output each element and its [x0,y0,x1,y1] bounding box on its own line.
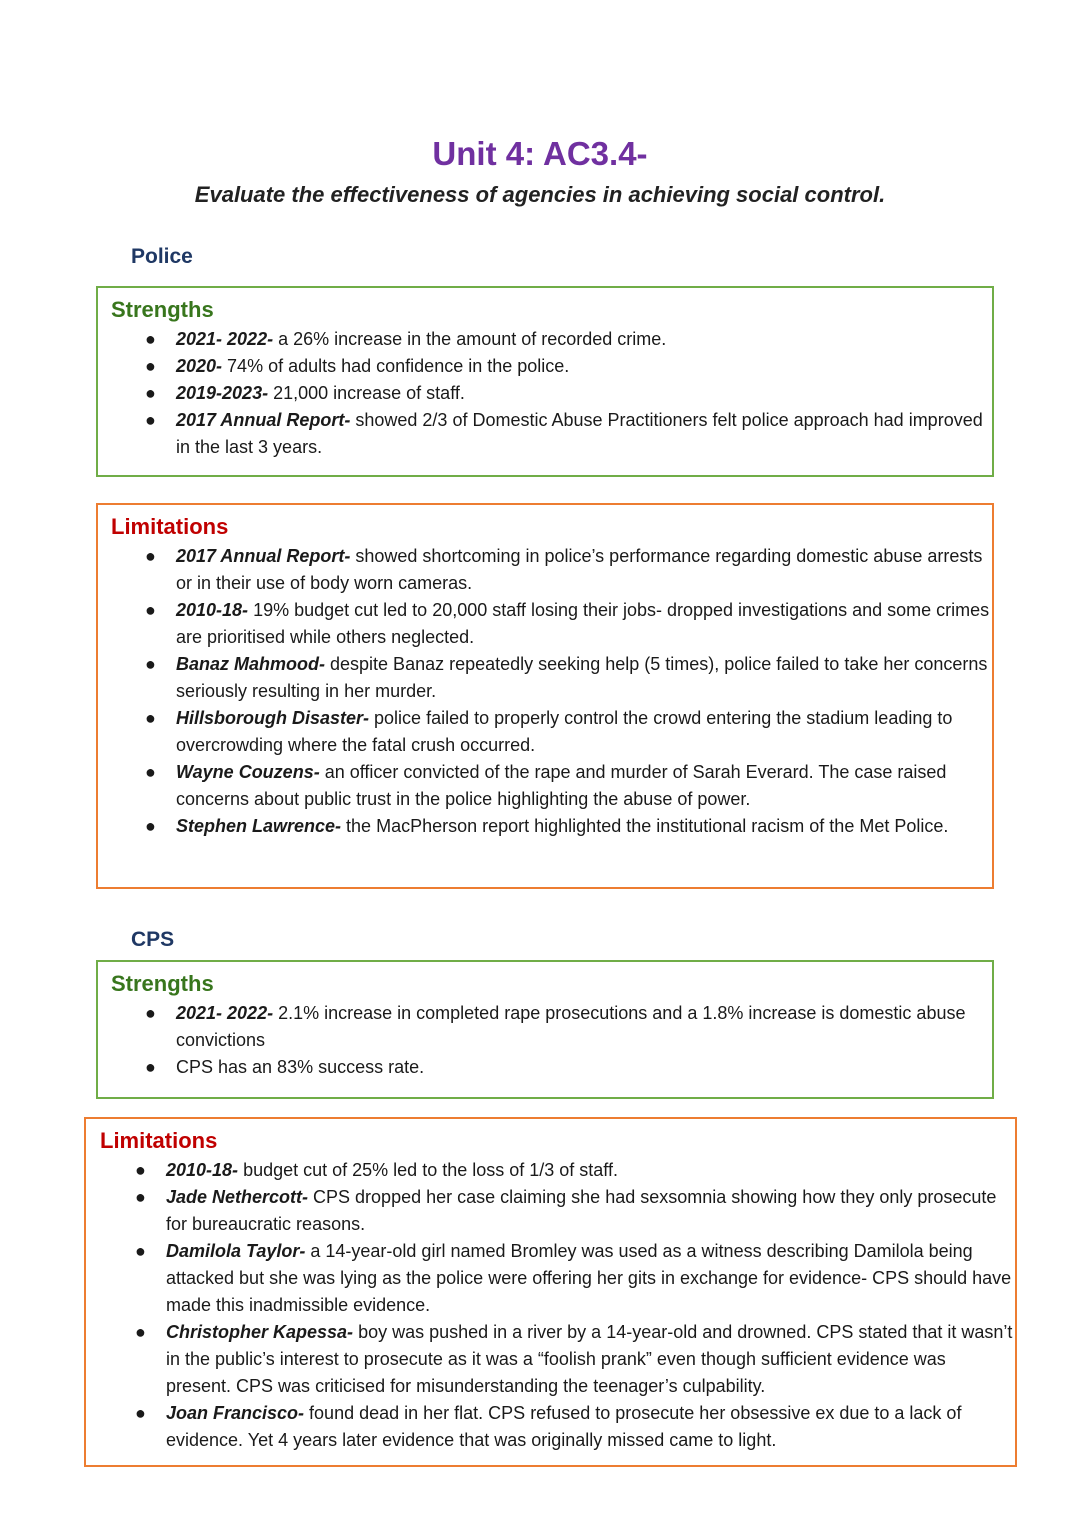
cps-limitations-heading: Limitations [100,1128,218,1153]
list-item [111,1054,992,1081]
cps-strengths-heading: Strengths [111,971,214,996]
list-item [111,326,992,353]
item-lead: Wayne Couzens- [176,762,320,782]
bullet-icon: ● [145,329,156,349]
police-limitations-box [96,503,994,889]
item-text: police failed to properly control the crowd entering the stadium leading to overcrowding where the fatal crush occurred. [176,708,953,755]
item-lead: 2020- [176,356,223,376]
item-text: showed shortcoming in police’s performance regarding domestic abuse arrests or in their use of body worn cameras. [176,546,983,593]
bullet-icon: ● [145,762,156,782]
item-text: found dead in her flat. CPS refused to prosecute her obsessive ex due to a lack of evidence. Yet 4 years later evidence that was originally missed came to light. [166,1403,962,1450]
item-lead: 2021- 2022- [176,329,274,349]
item-text: the MacPherson report highlighted the institutional racism of the Met Police. [341,816,949,836]
list-item [111,353,992,380]
police-limitations-list [111,543,992,840]
list-item [111,759,992,813]
item-lead: 2021- 2022- [176,1003,274,1023]
item-lead: Damilola Taylor- [166,1241,306,1261]
bullet-icon: ● [135,1241,146,1261]
cps-limitations-list [100,1157,1015,1454]
item-lead: Hillsborough Disaster- [176,708,370,728]
police-strengths-heading: Strengths [111,297,214,322]
section-heading-cps: CPS [131,928,175,951]
list-item [111,597,992,651]
list-item [111,543,992,597]
list-item [100,1400,1015,1454]
police-limitations-heading: Limitations [111,514,229,539]
item-lead: Christopher Kapessa- [166,1322,354,1342]
list-item [111,1000,992,1054]
bullet-icon: ● [145,816,156,836]
item-text: 19% budget cut led to 20,000 staff losing their jobs- dropped investigations and some crimes are prioritised while others neglected. [176,600,990,647]
bullet-icon: ● [145,1003,156,1023]
bullet-icon: ● [145,1057,156,1077]
item-lead: Stephen Lawrence- [176,816,342,836]
police-strengths-box [96,286,994,477]
page-subtitle: Evaluate the effectiveness of agencies in achieving social control. [194,182,886,207]
item-text: an officer convicted of the rape and murder of Sarah Everard. The case raised concerns about public trust in the police highlighting the abuse of power. [176,762,947,809]
list-item [100,1157,1015,1184]
list-item [111,407,992,461]
list-item [100,1238,1015,1319]
list-item [111,705,992,759]
bullet-icon: ● [145,708,156,728]
police-strengths-list [111,326,992,461]
bullet-icon: ● [135,1322,146,1342]
bullet-icon: ● [145,383,156,403]
item-lead: Jade Nethercott- [166,1187,309,1207]
item-lead: 2019-2023- [176,383,269,403]
bullet-icon: ● [135,1187,146,1207]
item-lead: 2010-18- [166,1160,239,1180]
section-heading-police: Police [131,245,193,268]
item-text: 2.1% increase in completed rape prosecutions and a 1.8% increase is domestic abuse convictions [176,1003,966,1050]
list-item [111,380,992,407]
list-item [111,651,992,705]
bullet-icon: ● [145,654,156,674]
item-text: 74% of adults had confidence in the police. [222,356,570,376]
cps-limitations-box [84,1117,1017,1467]
item-text: despite Banaz repeatedly seeking help (5 times), police failed to take her concerns seriously resulting in her murder. [176,654,988,701]
item-text: showed 2/3 of Domestic Abuse Practitioners felt police approach had improved in the last 3 years. [176,410,983,457]
item-text: a 14-year-old girl named Bromley was used as a witness describing Damilola being attacked but she was lying as the police were offering her gits in exchange for evidence- CPS should have made this inadmissible evidence. [166,1241,1012,1315]
item-lead: Joan Francisco- [166,1403,305,1423]
bullet-icon: ● [135,1403,146,1423]
bullet-icon: ● [145,546,156,566]
bullet-icon: ● [145,356,156,376]
item-text: budget cut of 25% led to the loss of 1/3 of staff. [238,1160,618,1180]
list-item [111,813,992,840]
item-lead: Banaz Mahmood- [176,654,326,674]
bullet-icon: ● [145,600,156,620]
item-text: boy was pushed in a river by a 14-year-old and drowned. CPS stated that it wasn’t in the public’s interest to prosecute as it was a “foolish prank” even though sufficient evidence was present. CPS was criticised for misunderstanding the teenager’s culpability. [166,1322,1013,1396]
list-item [100,1319,1015,1400]
page-title: Unit 4: AC3.4- [432,135,648,172]
item-text: a 26% increase in the amount of recorded crime. [273,329,667,349]
cps-strengths-list [111,1000,992,1081]
item-lead: 2010-18- [176,600,249,620]
item-text: CPS has an 83% success rate. [176,1057,425,1077]
item-text: CPS dropped her case claiming she had sexsomnia showing how they only prosecute for bureaucratic reasons. [166,1187,997,1234]
bullet-icon: ● [135,1160,146,1180]
bullet-icon: ● [145,410,156,430]
item-text: 21,000 increase of staff. [268,383,465,403]
list-item [100,1184,1015,1238]
cps-strengths-box [96,960,994,1099]
item-lead: 2017 Annual Report- [176,410,351,430]
item-lead: 2017 Annual Report- [176,546,351,566]
